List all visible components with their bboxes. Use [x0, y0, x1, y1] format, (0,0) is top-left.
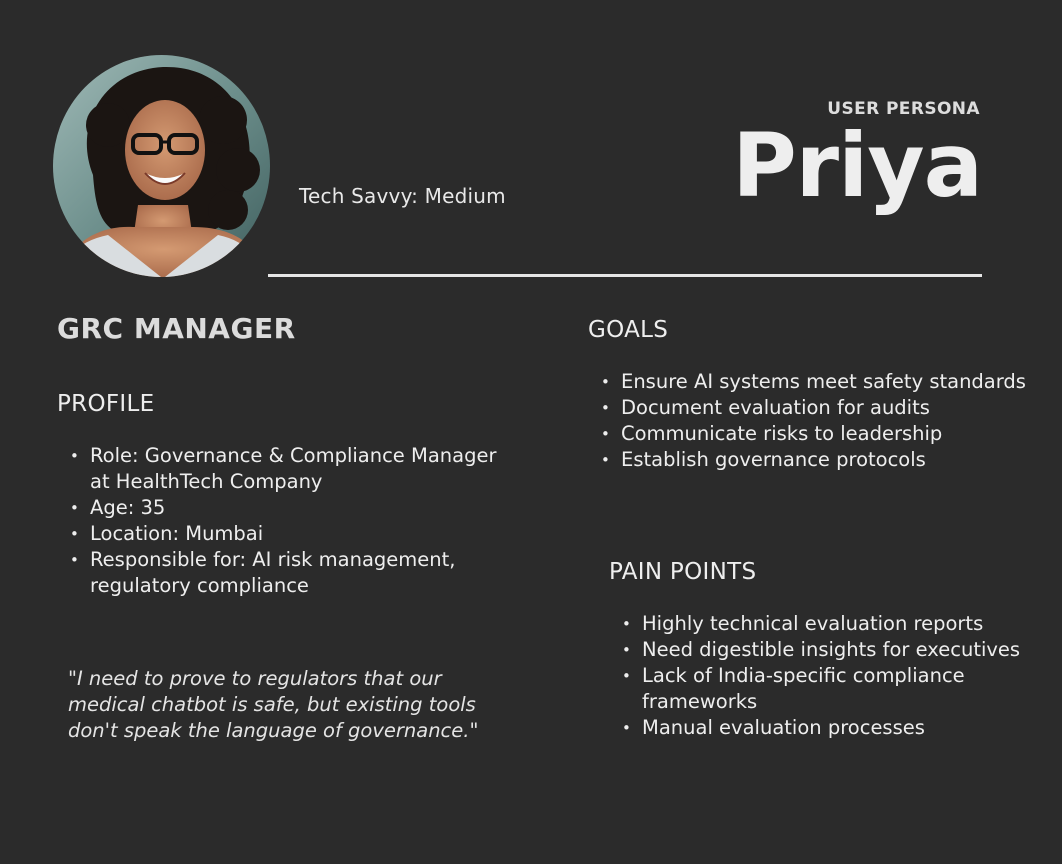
list-item: • Communicate risks to leadership [621, 421, 1041, 447]
profile-heading: PROFILE [57, 391, 155, 417]
list-item: • Age: 35 [90, 495, 510, 521]
list-item: • Need digestible insights for executives [642, 637, 1062, 663]
list-item: • Responsible for: AI risk management, regulatory compliance [90, 547, 510, 599]
goals-heading: GOALS [588, 317, 669, 343]
list-item: • Document evaluation for audits [621, 395, 1041, 421]
list-item: • Lack of India-specific compliance frameworks [642, 663, 1062, 715]
persona-quote: "I need to prove to regulators that our medical chatbot is safe, but existing tools don't speak the language of governance." [68, 667, 479, 742]
list-item: • Highly technical evaluation reports [642, 611, 1062, 637]
list-item: • Establish governance protocols [621, 447, 1041, 473]
role-title: GRC MANAGER [57, 312, 296, 345]
avatar [53, 55, 270, 277]
tech-savvy-level: Tech Savvy: Medium [299, 184, 506, 208]
persona-name: Priya [732, 114, 982, 217]
pain-points-heading: PAIN POINTS [609, 559, 757, 585]
pain-points-list [609, 611, 1062, 741]
profile-list [57, 443, 510, 599]
goals-list [588, 369, 1041, 473]
list-item: • Manual evaluation processes [642, 715, 1062, 741]
header-divider [268, 274, 982, 277]
list-item: • Role: Governance & Compliance Manager at HealthTech Company [90, 443, 510, 495]
persona-label: USER PERSONA [827, 99, 980, 119]
list-item: • Location: Mumbai [90, 521, 510, 547]
list-item: • Ensure AI systems meet safety standards [621, 369, 1041, 395]
